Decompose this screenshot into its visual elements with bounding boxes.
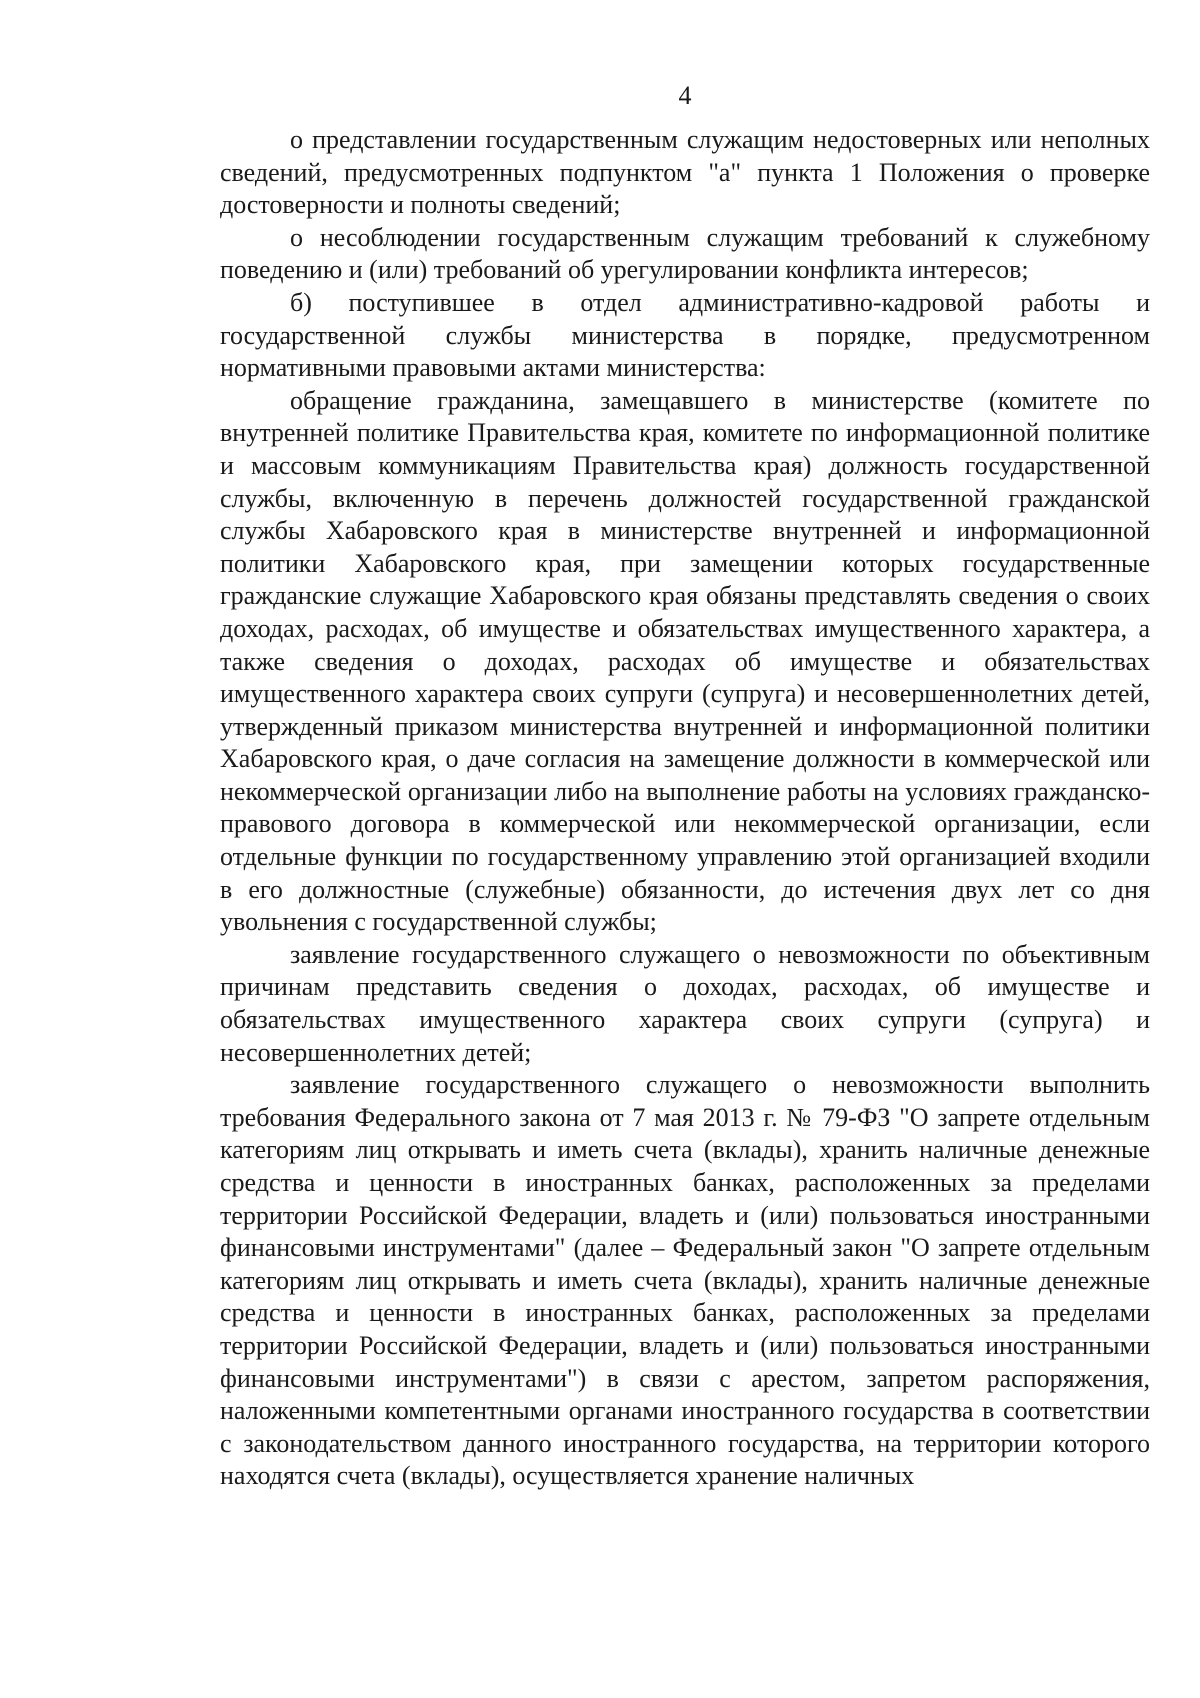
paragraph-conduct-requirements: о несоблюдении государственным служащим требований к служебному поведению и (или) требований об урегулировании конфликта интересов; [220, 222, 1150, 285]
document-body [220, 124, 1150, 1493]
page-number: 4 [678, 81, 692, 110]
paragraph-false-info: о представлении государственным служащим недостоверных или неполных сведений, предусмотренных подпунктом "а" пункта 1 Положения о проверке достоверности и полноты сведений; [220, 125, 1150, 220]
paragraph-income-statement-impossibility: заявление государственного служащего о невозможности по объективным причинам представить сведения о доходах, расходах, об имуществе и обязательствах имущественного характера своих супруги (супруга) и несовершеннолетних детей; [220, 939, 1150, 1067]
document-page [220, 0, 1150, 1698]
paragraph-citizen-appeal: обращение гражданина, замещавшего в министерстве (комитете по внутренней политике Правительства края, комитете по информационной политике и массовым коммуникациям Правительства края) должность государственной службы, включенную в перечень должностей государственной гражданской службы Хабаровского края в министерстве внутренней и информационной политики Хабаровского края, при замещении которых государственные гражданские служащие Хабаровского края обязаны представлять сведения о своих доходах, расходах, об имуществе и обязательствах имущественного характера, а также сведения о доходах, расходах об имуществе и обязательствах имущественного характера своих супруги (супруга) и несовершеннолетних детей, утвержденный приказом министерства внутренней и информационной политики Хабаровского края, о даче согласия на замещение должности в коммерческой или некоммерческой организации либо на выполнение работы на условиях гражданско-правового договора в коммерческой или некоммерческой организации, если отдельные функции по государственному управлению этой организацией входили в его должностные (служебные) обязанности, до истечения двух лет со дня увольнения с государственной службы; [220, 385, 1150, 937]
paragraph-item-b: б) поступившее в отдел административно-кадровой работы и государственной службы министерства в порядке, предусмотренном нормативными правовыми актами министерства: [220, 287, 1150, 383]
paragraph-federal-law-79: заявление государственного служащего о невозможности выполнить требования Федерального закона от 7 мая 2013 г. № 79-ФЗ "О запрете отдельным категориям лиц открывать и иметь счета (вклады), хранить наличные денежные средства и ценности в иностранных банках, расположенных за пределами территории Российской Федерации, владеть и (или) пользоваться иностранными финансовыми инструментами" (далее – Федеральный закон "О запрете отдельным категориям лиц открывать и иметь счета (вклады), хранить наличные денежные средства и ценности в иностранных банках, расположенных за пределами территории Российской Федерации, владеть и (или) пользоваться иностранными финансовыми инструментами") в связи с арестом, запретом распоряжения, наложенными компетентными органами иностранного государства в соответствии с законодательством данного иностранного государства, на территории которого находятся счета (вклады), осуществляется хранение наличных [220, 1070, 1150, 1491]
